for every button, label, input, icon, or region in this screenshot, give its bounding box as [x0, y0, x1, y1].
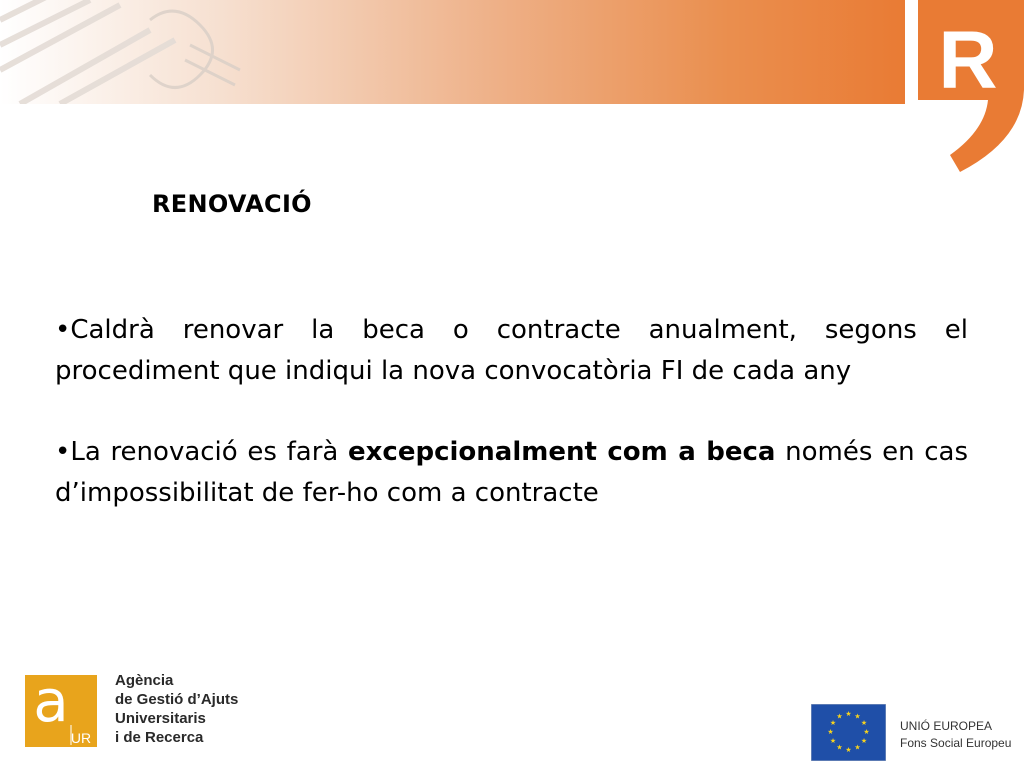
- svg-text:R: R: [938, 15, 998, 106]
- bullet-2-suffix: només en cas d’impossibilitat de fer-ho com a contracte: [55, 437, 969, 508]
- eu-label: [900, 718, 1011, 752]
- slide-title: RENOVACIÓ: [152, 190, 312, 218]
- agency-line: Universitaris: [115, 710, 206, 727]
- heraldic-watermark-icon: [0, 0, 905, 104]
- slide-body: [55, 310, 968, 554]
- svg-text:a: a: [33, 675, 69, 735]
- agency-line: de Gestió d’Ajuts: [115, 691, 239, 708]
- svg-text:★: ★: [863, 728, 870, 736]
- eu-line-2: Fons Social Europeu: [900, 736, 1012, 750]
- bullet-2-bold: excepcionalment com a beca: [348, 437, 776, 467]
- bullet-2-prefix: •La renovació es farà: [55, 437, 349, 467]
- agency-line: i de Recerca: [115, 729, 204, 746]
- agency-line: Agència: [115, 672, 174, 689]
- bullet-2: [55, 432, 968, 514]
- svg-text:UR: UR: [70, 730, 92, 746]
- svg-text:★: ★: [836, 743, 843, 752]
- svg-text:★: ★: [854, 743, 861, 752]
- svg-text:★: ★: [845, 710, 852, 718]
- svg-text:★: ★: [829, 719, 837, 727]
- top-banner: [0, 0, 905, 104]
- svg-text:★: ★: [854, 712, 861, 721]
- agency-logo-icon: [25, 675, 97, 747]
- eu-flag-icon: [811, 704, 886, 761]
- agency-name: [115, 671, 238, 747]
- svg-text:★: ★: [827, 728, 834, 736]
- svg-text:★: ★: [860, 737, 868, 745]
- svg-text:★: ★: [836, 712, 843, 721]
- svg-text:★: ★: [829, 737, 837, 745]
- bullet-1: •Caldrà renovar la beca o contracte anualment, segons el procediment que indiqui la nova convocatòria FI de cada any: [55, 315, 968, 386]
- svg-text:★: ★: [845, 746, 852, 754]
- svg-text:★: ★: [860, 719, 868, 727]
- eu-line-1: UNIÓ EUROPEA: [900, 719, 993, 733]
- r-logo-icon: [910, 0, 1024, 175]
